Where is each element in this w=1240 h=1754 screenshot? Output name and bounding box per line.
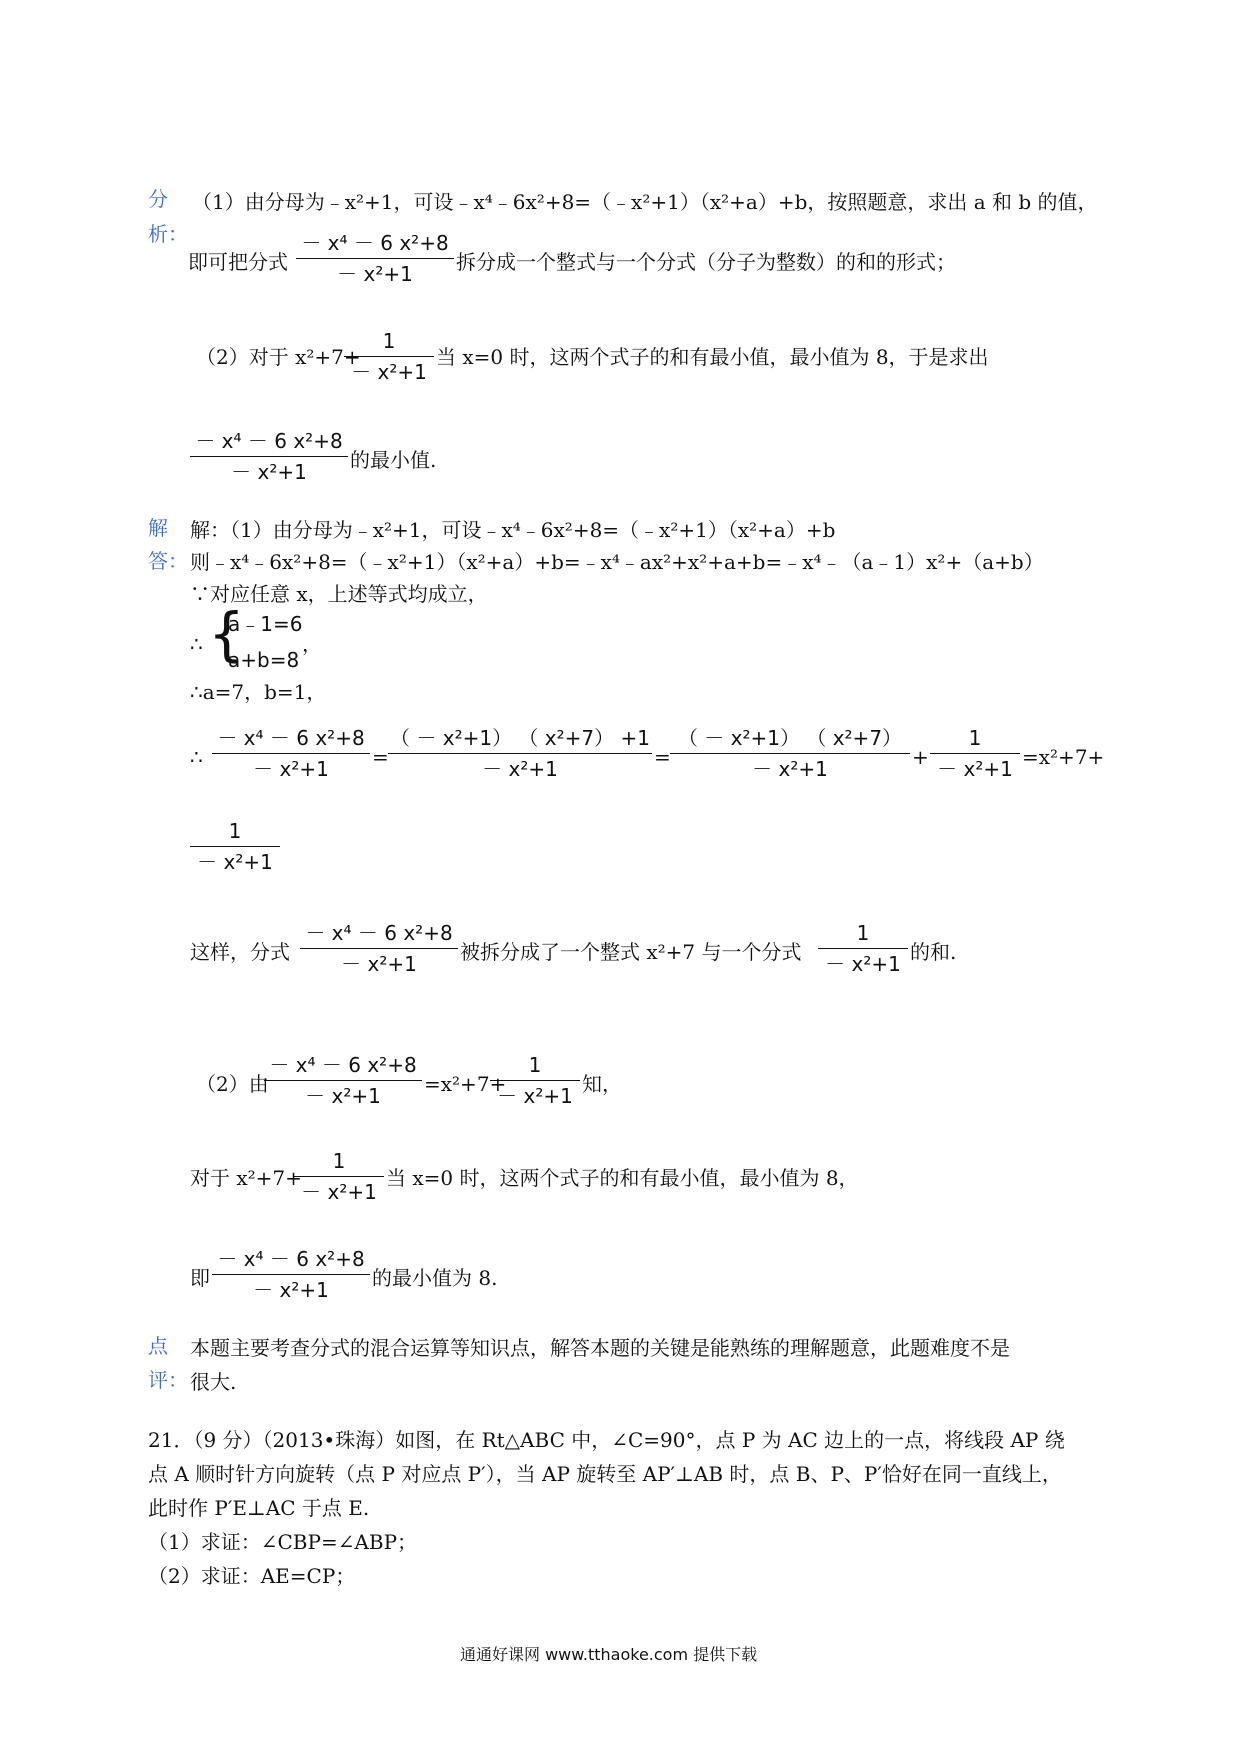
- fraction-numerator: 1: [190, 818, 280, 847]
- fraction: [930, 725, 1020, 782]
- fraction-numerator: 1: [930, 725, 1020, 754]
- question-21-line-2: 点 A 顺时针方向旋转（点 P 对应点 P′），当 AP 旋转至 AP′⊥AB 时，点 B、P、P′恰好在同一直线上，: [148, 1462, 1062, 1486]
- fraction: [264, 1052, 422, 1109]
- fraction-numerator: － x⁴ － 6 x²+8: [212, 1246, 370, 1275]
- fraction-numerator: － x⁴ － 6 x²+8: [300, 920, 458, 949]
- fraction-denominator: － x²+1: [231, 460, 307, 484]
- analysis-label-1: 分: [148, 187, 168, 211]
- fraction-numerator: （ － x²+1） （ x²+7）: [670, 725, 910, 754]
- solution-line-7-before: （2）由: [196, 1072, 269, 1096]
- fraction-denominator: － x²+1: [482, 757, 558, 781]
- fraction: [490, 1052, 580, 1109]
- fraction-numerator: － x⁴ － 6 x²+8: [264, 1052, 422, 1081]
- comment-label-2: 评：: [148, 1368, 188, 1392]
- fraction-denominator: － x²+1: [752, 757, 828, 781]
- fraction-numerator: 1: [818, 920, 908, 949]
- fraction: [190, 818, 280, 875]
- comment-line-2: 很大.: [190, 1370, 237, 1394]
- fraction-denominator: － x²+1: [937, 757, 1013, 781]
- fraction: [296, 230, 454, 287]
- solution-line-7-mid: =x²+7+: [424, 1072, 507, 1096]
- comment-line-1: 本题主要考查分式的混合运算等知识点，解答本题的关键是能熟练的理解题意，此题难度不是: [190, 1336, 1010, 1360]
- solution-label-1: 解: [148, 516, 168, 540]
- solution-line-6-mid: 被拆分成了一个整式 x²+7 与一个分式: [460, 940, 802, 964]
- fraction: [190, 428, 348, 485]
- fraction-denominator: － x²+1: [497, 1084, 573, 1108]
- system-equation-1: a﹣1=6: [228, 612, 303, 636]
- therefore-symbol: ∴: [190, 745, 203, 769]
- fraction: [818, 920, 908, 977]
- solution-line-3: ∵对应任意 x，上述等式均成立，: [190, 582, 488, 606]
- solution-line-6-before: 这样，分式: [190, 940, 290, 964]
- solution-line-1: 解：（1）由分母为﹣x²+1，可设﹣x⁴﹣6x²+8=（﹣x²+1）（x²+a）+b: [190, 518, 836, 542]
- solution-line-9-after: 的最小值为 8.: [372, 1266, 498, 1290]
- fraction-denominator: － x²+1: [253, 1278, 329, 1302]
- question-21-line-1: 21．（9 分）（2013•珠海）如图，在 Rt△ABC 中，∠C=90°，点 P 为 AC 边上的一点，将线段 AP 绕: [148, 1428, 1065, 1452]
- system-comma: ，: [302, 632, 322, 656]
- solution-line-4: ∴a=7，b=1，: [190, 680, 327, 704]
- fraction: [212, 725, 370, 782]
- comment-label-1: 点: [148, 1334, 168, 1358]
- fraction: [212, 1246, 370, 1303]
- fraction-numerator: （ － x²+1） （ x²+7） +1: [388, 725, 652, 754]
- chain-tail: =x²+7+: [1022, 745, 1105, 769]
- fraction-denominator: － x²+1: [337, 262, 413, 286]
- solution-line-8-before: 对于 x²+7+: [190, 1166, 302, 1190]
- fraction-denominator: － x²+1: [197, 850, 273, 874]
- analysis-label-2: 析：: [148, 222, 188, 246]
- analysis-line-3-after: 当 x=0 时，这两个式子的和有最小值，最小值为 8，于是求出: [436, 345, 989, 369]
- question-21-line-3: 此时作 P′E⊥AC 于点 E.: [148, 1496, 370, 1520]
- analysis-line-4-after: 的最小值.: [350, 448, 437, 472]
- fraction-numerator: － x⁴ － 6 x²+8: [296, 230, 454, 259]
- fraction-denominator: － x²+1: [341, 952, 417, 976]
- equals-sign: =: [372, 745, 389, 769]
- plus-sign: +: [912, 745, 929, 769]
- solution-line-7-after: 知，: [582, 1072, 622, 1096]
- therefore-symbol: ∴: [190, 632, 203, 656]
- system-equation-2: a+b=8: [228, 648, 300, 672]
- fraction-numerator: － x⁴ － 6 x²+8: [212, 725, 370, 754]
- fraction-numerator: 1: [490, 1052, 580, 1081]
- fraction: [344, 328, 434, 385]
- solution-line-2: 则﹣x⁴﹣6x²+8=（﹣x²+1）（x²+a）+b=﹣x⁴﹣ax²+x²+a+b=﹣x⁴﹣（a﹣1）x²+（a+b）: [190, 550, 1044, 574]
- analysis-line-2-before: 即可把分式: [188, 250, 288, 274]
- fraction: [670, 725, 910, 782]
- fraction: [388, 725, 652, 782]
- analysis-line-3-before: （2）对于 x²+7+: [196, 345, 361, 369]
- fraction-numerator: 1: [344, 328, 434, 357]
- fraction-denominator: － x²+1: [825, 952, 901, 976]
- question-21-part-1: （1）求证：∠CBP=∠ABP；: [148, 1530, 418, 1554]
- fraction-denominator: － x²+1: [301, 1180, 377, 1204]
- solution-line-9-before: 即: [190, 1266, 210, 1290]
- footer-credit: 通通好课网 www.tthaoke.com 提供下载: [460, 1645, 758, 1664]
- fraction: [294, 1148, 384, 1205]
- fraction-denominator: － x²+1: [253, 757, 329, 781]
- fraction-denominator: － x²+1: [305, 1084, 381, 1108]
- fraction-numerator: － x⁴ － 6 x²+8: [190, 428, 348, 457]
- analysis-line-2-after: 拆分成一个整式与一个分式（分子为整数）的和的形式；: [456, 250, 956, 274]
- analysis-line-1: （1）由分母为﹣x²+1，可设﹣x⁴﹣6x²+8=（﹣x²+1）（x²+a）+b，按照题意，求出 a 和 b 的值，: [192, 190, 1098, 214]
- fraction-denominator: － x²+1: [351, 360, 427, 384]
- left-brace: {: [208, 600, 245, 668]
- question-21-part-2: （2）求证：AE=CP；: [148, 1564, 356, 1588]
- fraction: [300, 920, 458, 977]
- equals-sign: =: [654, 745, 671, 769]
- solution-line-6-after: 的和.: [910, 940, 957, 964]
- fraction-numerator: 1: [294, 1148, 384, 1177]
- solution-line-8-after: 当 x=0 时，这两个式子的和有最小值，最小值为 8，: [386, 1166, 859, 1190]
- solution-label-2: 答：: [148, 549, 188, 573]
